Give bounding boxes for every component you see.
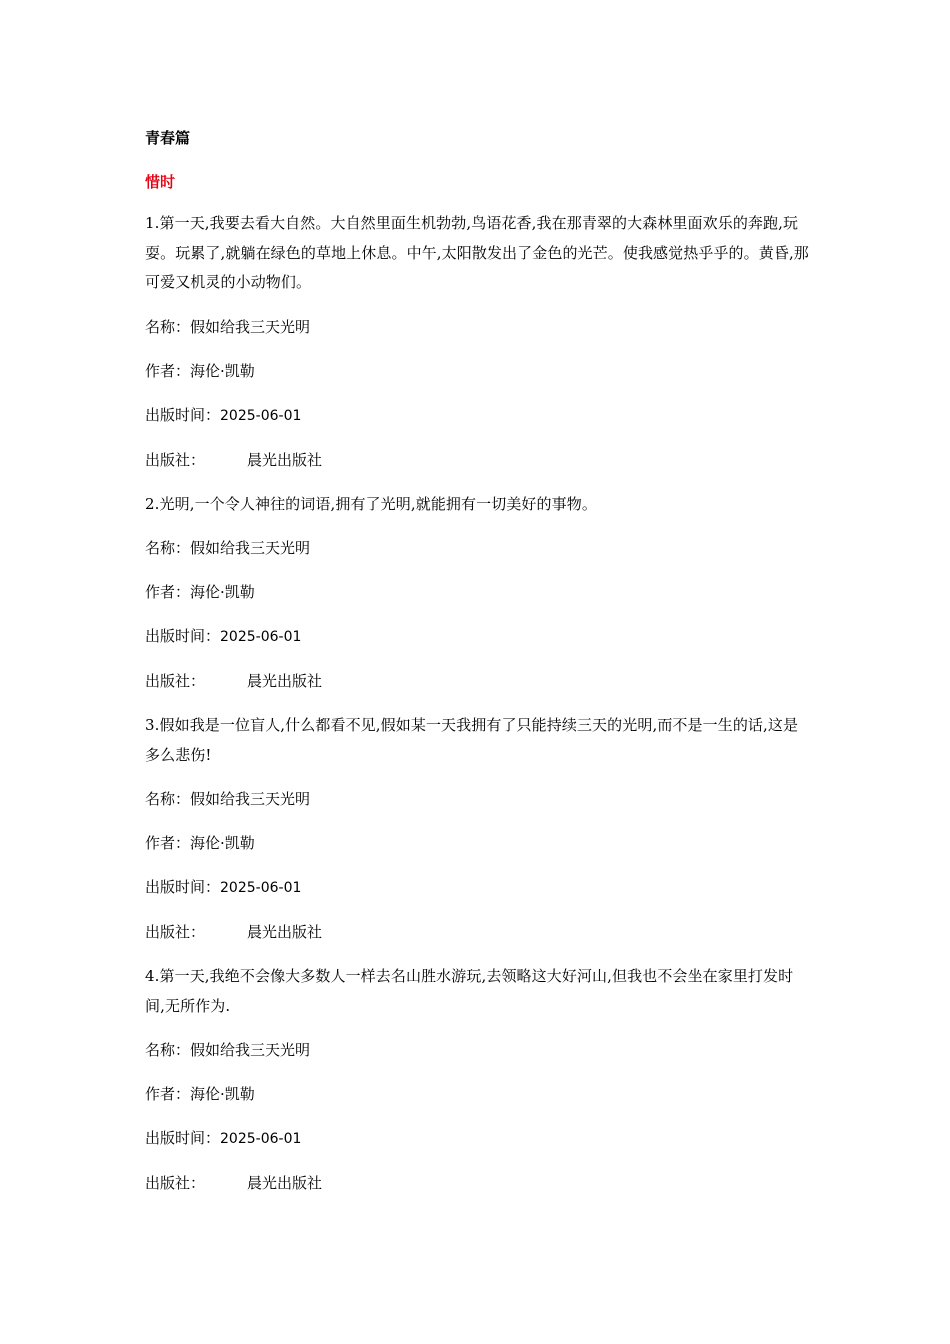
publish-date: 2025-06-01 xyxy=(220,1131,302,1147)
author-name: 海伦·凯勒 xyxy=(190,361,255,380)
publisher-name: 晨光出版社 xyxy=(247,1174,323,1192)
document-title: 青春篇 xyxy=(145,129,191,147)
quote-entry xyxy=(145,209,810,475)
section-subtitle: 惜时 xyxy=(145,173,176,191)
date-label: 出版时间： xyxy=(145,627,221,645)
quote-text: 1.第一天,我要去看大自然。大自然里面生机勃勃,鸟语花香,我在那青翠的大森林里面欢乐的奔跑,玩耍。玩累了,就躺在绿色的草地上休息。中午,太阳散发出了金色的光芒。使我感觉热乎乎的。黄昏,那可爱又机灵的小动物们。 xyxy=(145,214,809,291)
quote-entry xyxy=(145,490,810,697)
quote-entry xyxy=(145,711,810,947)
date-line xyxy=(145,622,810,652)
publisher-line xyxy=(145,446,810,475)
name-label: 名称： xyxy=(145,317,191,336)
publisher-line xyxy=(145,667,810,696)
publisher-label: 出版社： xyxy=(145,1174,206,1192)
book-name-line xyxy=(145,313,810,342)
author-label: 作者： xyxy=(145,583,191,601)
author-name: 海伦·凯勒 xyxy=(190,583,255,601)
book-name: 假如给我三天光明 xyxy=(190,317,311,336)
author-label: 作者： xyxy=(145,834,191,852)
author-label: 作者： xyxy=(145,1085,191,1103)
publisher-line xyxy=(145,918,810,947)
publish-date: 2025-06-01 xyxy=(220,629,302,645)
book-name: 假如给我三天光明 xyxy=(190,539,311,557)
date-line xyxy=(145,1124,810,1154)
name-label: 名称： xyxy=(145,539,191,557)
date-label: 出版时间： xyxy=(145,405,221,424)
author-label: 作者： xyxy=(145,361,191,380)
quote-entry xyxy=(145,962,810,1198)
author-name: 海伦·凯勒 xyxy=(190,1085,255,1103)
book-name: 假如给我三天光明 xyxy=(190,790,311,808)
publish-date: 2025-06-01 xyxy=(220,880,302,896)
date-label: 出版时间： xyxy=(145,1129,221,1147)
book-name-line xyxy=(145,1036,810,1065)
author-line xyxy=(145,578,810,607)
publish-date: 2025-06-01 xyxy=(220,407,302,424)
quote-text: 2.光明,一个令人神往的词语,拥有了光明,就能拥有一切美好的事物。 xyxy=(145,494,597,513)
publisher-line xyxy=(145,1169,810,1198)
publisher-label: 出版社： xyxy=(145,923,206,941)
date-line xyxy=(145,401,810,431)
publisher-name: 晨光出版社 xyxy=(247,923,323,941)
quote-text: 4.第一天,我绝不会像大多数人一样去名山胜水游玩,去领略这大好河山,但我也不会坐在家里打发时间,无所作为. xyxy=(145,967,794,1015)
quote-text: 3.假如我是一位盲人,什么都看不见,假如某一天我拥有了只能持续三天的光明,而不是一生的话,这是多么悲伤! xyxy=(145,716,799,764)
book-name: 假如给我三天光明 xyxy=(190,1041,311,1059)
book-name-line xyxy=(145,534,810,563)
author-line xyxy=(145,829,810,858)
name-label: 名称： xyxy=(145,790,191,808)
book-name-line xyxy=(145,785,810,814)
document-page xyxy=(145,127,810,1213)
author-line xyxy=(145,357,810,386)
publisher-label: 出版社： xyxy=(145,450,206,469)
name-label: 名称： xyxy=(145,1041,191,1059)
author-line xyxy=(145,1080,810,1109)
publisher-label: 出版社： xyxy=(145,672,206,690)
publisher-name: 晨光出版社 xyxy=(247,450,323,469)
author-name: 海伦·凯勒 xyxy=(190,834,255,852)
date-label: 出版时间： xyxy=(145,878,221,896)
publisher-name: 晨光出版社 xyxy=(247,672,323,690)
date-line xyxy=(145,873,810,903)
